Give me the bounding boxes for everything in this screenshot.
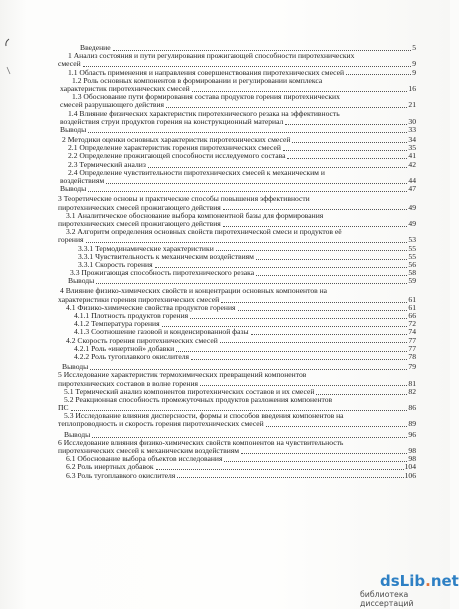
toc-page-number: 44 xyxy=(408,176,416,185)
toc-page-number: 104 xyxy=(404,462,416,472)
toc-leader-dots xyxy=(96,283,407,284)
toc-entry-title: 6.1 Обоснование выбора объектов исследования xyxy=(66,454,223,464)
toc-entry-title: 6.3 Роль тугоплавкого окислителя xyxy=(66,470,176,480)
toc-page-number: 77 xyxy=(408,343,416,353)
toc-leader-dots xyxy=(283,150,407,151)
toc-entry-title: 4.1.2 Температура горения xyxy=(74,319,160,329)
toc-page-number: 96 xyxy=(408,429,416,439)
toc-page-number: 78 xyxy=(408,351,416,361)
toc-page-number: 49 xyxy=(408,218,416,228)
toc-entry-title: пиротехнических смесей прожигающего действия xyxy=(58,218,221,228)
toc-page-number: 77 xyxy=(408,335,416,345)
toc-entry-title: характеристик пиротехнических смесей xyxy=(60,83,190,93)
toc-entry-title: 6.2 Роль инертных добавок xyxy=(66,462,154,472)
toc-page-number: 86 xyxy=(408,403,416,413)
table-of-contents xyxy=(58,44,418,480)
toc-entry xyxy=(58,52,418,60)
toc-page-number: 66 xyxy=(408,311,416,320)
dslib-watermark-subtitle: библиотека диссертаций xyxy=(360,590,414,608)
toc-leader-dots xyxy=(177,477,404,478)
toc-entry-title: ПС xyxy=(58,403,69,413)
toc-leader-dots xyxy=(88,191,407,192)
toc-page-number: 41 xyxy=(408,151,416,161)
toc-entry-title: 1.4 Влияние физических характеристик пиротехнического резака на эффективность xyxy=(68,108,340,118)
binder-hole-mark xyxy=(3,38,12,48)
toc-entry-title: характеристики горения пиротехнических смесей xyxy=(58,294,220,304)
toc-leader-dots xyxy=(220,342,407,343)
toc-page-number: 47 xyxy=(408,184,416,194)
toc-entry-title: 1.3 Обоснование пути формирования состава продуктов горения пиротехнических xyxy=(72,92,340,102)
dslib-watermark-logo[interactable] xyxy=(380,572,459,590)
toc-entry-title: 1 Анализ состояния и пути регулирования прожигающей способности пиротехнических xyxy=(68,51,355,61)
toc-entry-title: Введение xyxy=(80,43,111,52)
toc-entry-title: Выводы xyxy=(60,184,87,194)
toc-entry-title: 3.3.1 Чувствительность к механическим воздействиям xyxy=(78,251,254,261)
toc-entry-title: 3.3.1 Термодинамические характеристики xyxy=(78,243,214,253)
toc-leader-dots xyxy=(88,132,407,133)
toc-entry xyxy=(58,126,418,134)
toc-leader-dots xyxy=(176,351,407,352)
toc-leader-dots xyxy=(285,124,407,125)
toc-entry-title: 1.1 Область применения и направления совершенствования пиротехнических смесей xyxy=(68,67,345,77)
toc-page-number: 72 xyxy=(408,319,416,329)
toc-page-number: 53 xyxy=(408,235,416,245)
toc-entry-title: 4.1.3 Соотношение газовой и конденсированной фазы xyxy=(74,327,249,337)
toc-page-number: 9 xyxy=(412,67,416,77)
toc-entry-title: 4.2 Скорость горения пиротехнических смесей xyxy=(66,335,218,345)
toc-entry-title: Выводы xyxy=(62,362,89,372)
toc-entry xyxy=(58,353,418,361)
toc-entry-title: 4.2.2 Роль тугоплавкого окислителя xyxy=(74,351,189,361)
toc-entry-title: воздействия струи продуктов горения на конструкционный материал xyxy=(60,116,284,126)
toc-leader-dots xyxy=(287,158,407,159)
toc-page-number: 49 xyxy=(408,202,416,212)
toc-entry xyxy=(58,177,418,185)
toc-leader-dots xyxy=(266,426,407,427)
toc-entry-title: пиротехнических смесей прожигающего действия xyxy=(58,202,221,212)
toc-entry-title: 3.3.1 Скорость горения xyxy=(78,259,153,269)
toc-leader-dots xyxy=(224,461,407,462)
toc-entry-title: 5 Исследование характеристик термохимических превращений компонентов xyxy=(58,370,307,380)
toc-page-number: 33 xyxy=(408,124,416,134)
toc-page-number: 9 xyxy=(412,59,416,69)
toc-entry-title: 4.1 Физико-химические свойства продуктов горения xyxy=(66,302,236,312)
toc-page-number: 42 xyxy=(408,159,416,169)
logo-main: dsLib xyxy=(380,572,426,590)
toc-entry xyxy=(58,228,418,236)
toc-entry xyxy=(58,118,418,126)
toc-entry xyxy=(58,277,418,285)
toc-leader-dots xyxy=(238,310,407,311)
toc-entry-title: 1.2 Роль основных компонентов в формировании и регулировании комплекса xyxy=(72,75,323,85)
toc-entry-title: теплопроводность и скорость горения пиротехнических смесей xyxy=(58,419,264,429)
toc-leader-dots xyxy=(221,302,407,303)
toc-entry-title: 5.3 Исследование влияния дисперсности, формы и способов введения компонентов на xyxy=(64,411,344,421)
toc-page-number: 89 xyxy=(408,419,416,429)
toc-entry-title: пиротехнических смесей к механическим воздействиям xyxy=(58,446,240,455)
toc-leader-dots xyxy=(256,259,407,260)
toc-page-number: 34 xyxy=(408,135,416,145)
toc-entry xyxy=(58,396,418,404)
toc-entry-title: 4 Влияние физико-химических свойств и концентрации основных компонентов на xyxy=(60,286,328,296)
toc-entry-title: Выводы xyxy=(64,429,91,439)
toc-page-number: 81 xyxy=(408,378,416,388)
toc-entry-title: смесей xyxy=(58,59,81,69)
toc-entry-title: Выводы xyxy=(68,276,95,286)
toc-entry-title: пиротехнических составов в волне горения xyxy=(58,378,199,388)
toc-entry-title: 3.2 Алгоритм определения основных свойств пиротехнической смеси и продуктов её xyxy=(66,227,342,237)
toc-entry-title: воздействиям xyxy=(60,176,105,185)
toc-leader-dots xyxy=(241,453,407,454)
toc-entry-title: смесей разрушающего действия xyxy=(60,100,165,110)
toc-page-number: 106 xyxy=(404,470,416,480)
toc-entry-title: 6 Исследование влияния физико-химических свойств компонентов на чувствительность xyxy=(58,437,344,447)
logo-tld: net xyxy=(430,572,459,590)
toc-entry-title: 5.1 Термический анализ компонентов пиротехнических составов и их смесей xyxy=(64,386,315,396)
toc-page-number: 30 xyxy=(408,116,416,126)
toc-leader-dots xyxy=(190,318,407,319)
toc-entry-title: 2.2 Определение прожигающей способности исследуемого состава xyxy=(68,151,286,161)
toc-page-number: 98 xyxy=(408,454,416,464)
toc-entry xyxy=(58,420,418,428)
toc-leader-dots xyxy=(346,74,411,75)
toc-page-number: 5 xyxy=(412,43,416,52)
toc-entry-title: 2 Методики оценки основных характеристик пиротехнических смесей xyxy=(62,135,291,145)
toc-entry-title: 2.1 Определение характеристик горения пиротехнических смесей xyxy=(68,143,281,153)
toc-page-number: 58 xyxy=(408,268,416,278)
toc-entry xyxy=(58,472,418,480)
toc-page-number: 74 xyxy=(408,327,416,337)
toc-leader-dots xyxy=(156,469,404,470)
toc-entry-title: 2.3 Термический анализ xyxy=(68,159,146,169)
toc-leader-dots xyxy=(106,183,407,184)
toc-entry-title: 4.1.1 Плотность продуктов горения xyxy=(74,311,189,320)
toc-page-number: 21 xyxy=(408,100,416,110)
margin-tick-mark xyxy=(5,66,12,75)
toc-page-number: 55 xyxy=(408,243,416,253)
toc-page-number: 61 xyxy=(408,302,416,312)
toc-entry-title: 3 Теоретические основы и практические способы повышения эффективности xyxy=(58,194,310,204)
toc-page-number: 59 xyxy=(408,276,416,286)
toc-entry xyxy=(58,269,418,277)
toc-page-number: 55 xyxy=(408,251,416,261)
toc-entry xyxy=(58,169,418,177)
toc-entry-title: 5.2 Реакционная способность промежуточных продуктов разложения компонентов xyxy=(64,394,333,404)
toc-page-number: 79 xyxy=(408,362,416,372)
toc-entry-title: 3.1 Аналитическое обоснование выбора компонентной базы для формирования xyxy=(66,210,324,220)
toc-page-number: 98 xyxy=(408,446,416,455)
toc-entry-title: 3.3 Прожигающая способность пиротехнического резака xyxy=(70,268,255,278)
toc-entry xyxy=(58,185,418,193)
toc-page-number: 16 xyxy=(408,83,416,93)
logo-dot: . xyxy=(425,572,431,590)
toc-entry-title: горения xyxy=(58,235,84,245)
toc-page-number: 61 xyxy=(408,294,416,304)
toc-entry-title: 2.4 Определение чувствительности пиротехнических смесей к механическим и xyxy=(68,167,325,177)
toc-leader-dots xyxy=(256,275,407,276)
toc-entry-title: 4.2.1 Роль «инертной» добавки xyxy=(74,343,175,353)
toc-entry-title: Выводы xyxy=(60,124,87,134)
toc-page-number: 82 xyxy=(408,386,416,396)
toc-page-number: 35 xyxy=(408,143,416,153)
toc-leader-dots xyxy=(292,142,407,143)
toc-leader-dots xyxy=(251,334,407,335)
toc-leader-dots xyxy=(191,359,407,360)
toc-page-number: 56 xyxy=(408,259,416,269)
